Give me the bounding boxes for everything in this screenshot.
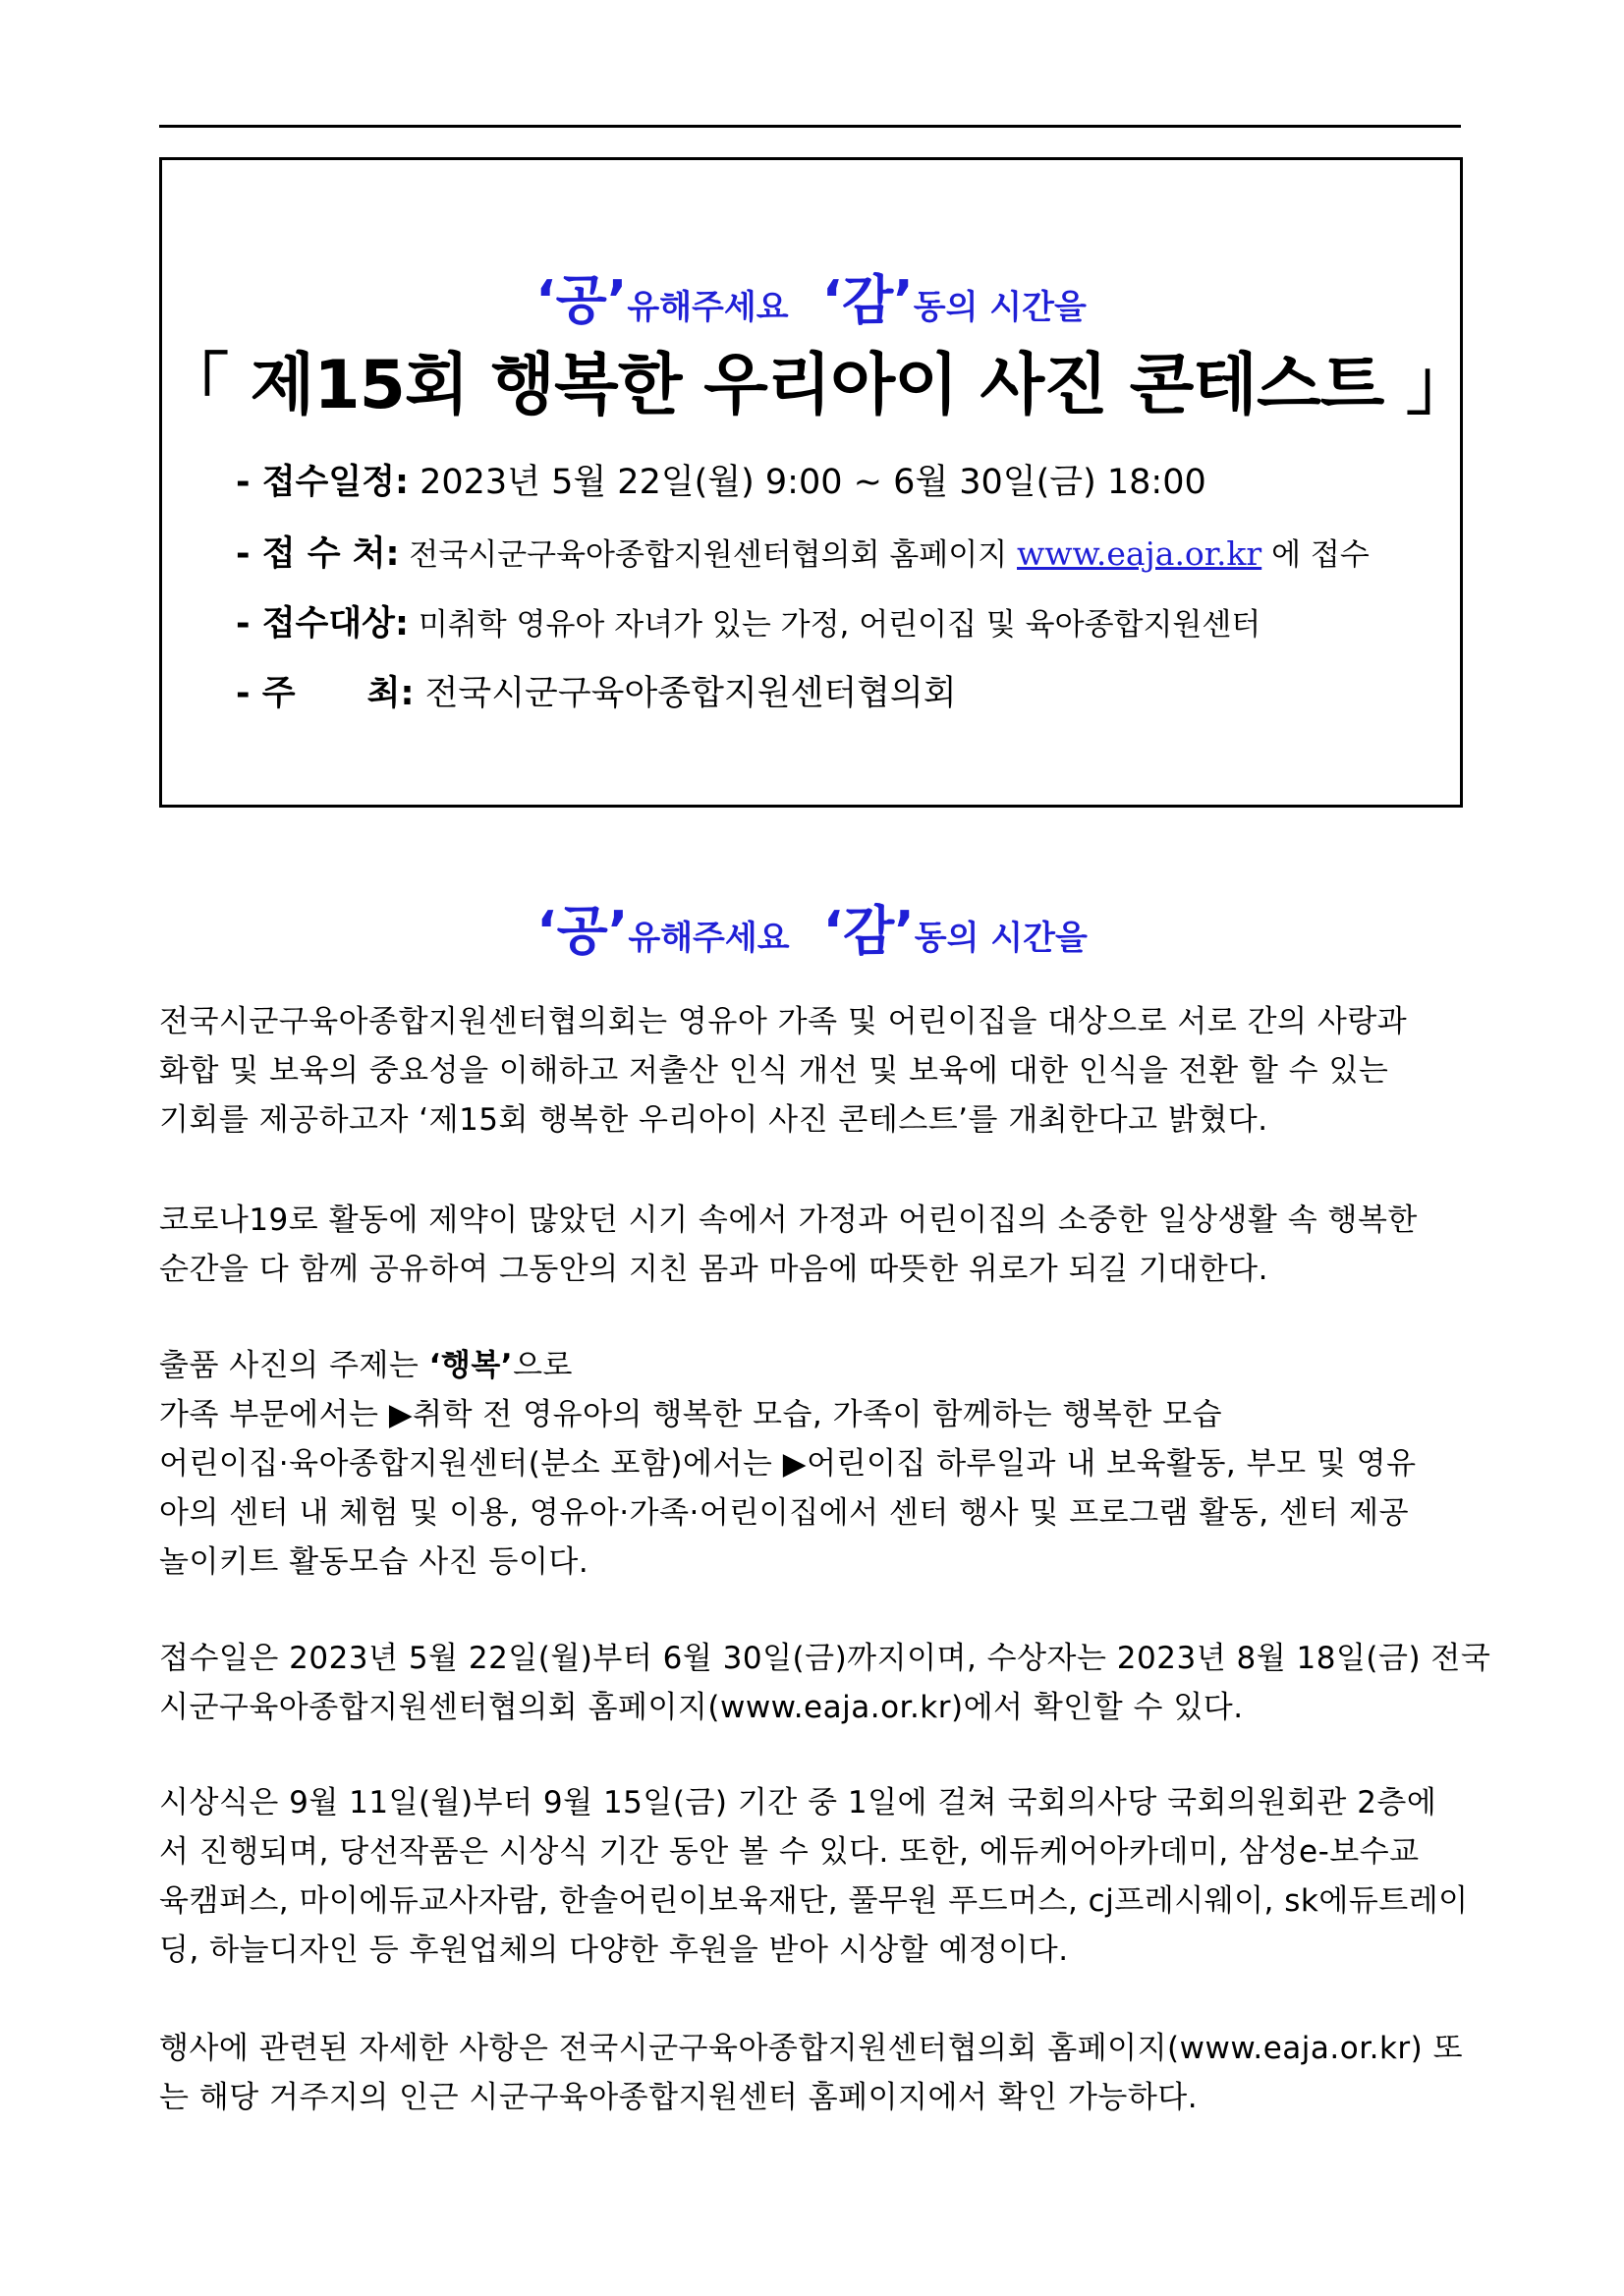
announcement-box: [159, 157, 1472, 808]
info-target: [236, 596, 1260, 645]
paragraph-line: 화합 및 보육의 중요성을 이해하고 저출산 인식 개선 및 보육에 대한 인식을 전환 할 수 있는: [159, 1053, 1389, 1089]
top-rule: [159, 125, 1461, 128]
paragraph-line: 아의 센터 내 체험 및 이용, 영유아·가족·어린이집에서 센터 행사 및 프로그램 활동, 센터 제공: [159, 1495, 1410, 1531]
info-target-label: - 접수대상:: [236, 604, 409, 644]
paragraph-line: 는 해당 거주지의 인근 시군구육아종합지원센터 홈페이지에서 확인 가능하다.: [159, 2080, 1199, 2115]
paragraph-details: [159, 2024, 1464, 2122]
slogan-gam: ‘감’: [821, 269, 914, 331]
slogan2-gong-rest: 유해주세요: [628, 919, 790, 958]
website-link[interactable]: www.eaja.or.kr: [1017, 534, 1262, 573]
paragraph-line: 기회를 제공하고자 ‘제15회 행복한 우리아이 사진 콘테스트’를 개최한다고 밝혔다.: [159, 1102, 1268, 1138]
paragraph-dates: [159, 1634, 1491, 1732]
paragraph-line: [159, 1341, 1461, 1390]
paragraph-theme: [159, 1341, 1461, 1587]
paragraph-line: 시상식은 9월 11일(월)부터 9월 15일(금) 기간 중 1일에 걸쳐 국회의사당 국회의원회관 2층에: [159, 1785, 1437, 1820]
slogan2-gam: ‘감’: [822, 900, 915, 962]
paragraph-line: 행사에 관련된 자세한 사항은 전국시군구육아종합지원센터협의회 홈페이지(www.eaja.or.kr) 또: [159, 2031, 1464, 2066]
paragraph-intro: [159, 997, 1461, 1145]
body-slogan: [0, 889, 1624, 965]
paragraph-line: 육캠퍼스, 마이에듀교사자람, 한솔어린이보육재단, 풀무원 푸드머스, cj프레시웨이, sk에듀트레이: [159, 1883, 1469, 1919]
info-schedule-value: 2023년 5월 22일(월) 9:00 ~ 6월 30일(금) 18:00: [420, 463, 1206, 502]
info-target-value: 미취학 영유아 자녀가 있는 가정, 어린이집 및 육아종합지원센터: [418, 607, 1261, 643]
paragraph-covid: [159, 1196, 1461, 1294]
paragraph-line: 서 진행되며, 당선작품은 시상식 기간 동안 볼 수 있다. 또한, 에듀케어아카데미, 삼성e-보수교: [159, 1834, 1420, 1870]
paragraph-line: 시군구육아종합지원센터협의회 홈페이지(www.eaja.or.kr)에서 확인할 수 있다.: [159, 1690, 1244, 1725]
info-place-suffix: 에 접수: [1271, 537, 1370, 573]
slogan-gam-rest: 동의 시간을: [913, 288, 1087, 327]
info-place-value: 전국시군구육아종합지원센터협의회 홈페이지: [409, 537, 1008, 573]
info-schedule-label: - 접수일정:: [236, 463, 409, 502]
paragraph-line: 가족 부문에서는 ▶취학 전 영유아의 행복한 모습, 가족이 함께하는 행복한 모습: [159, 1397, 1223, 1432]
paragraph-line: 순간을 다 함께 공유하여 그동안의 지친 몸과 마음에 따뜻한 위로가 되길 기대한다.: [159, 1252, 1268, 1287]
theme-bold: ‘행복’: [428, 1348, 514, 1383]
theme-pre: 출품 사진의 주제는: [159, 1348, 420, 1383]
paragraph-line: 접수일은 2023년 5월 22일(월)부터 6월 30일(금)까지이며, 수상자는 2023년 8월 18일(금) 전국: [159, 1641, 1491, 1676]
slogan2-gam-rest: 동의 시간을: [914, 919, 1088, 958]
paragraph-line: 전국시군구육아종합지원센터협의회는 영유아 가족 및 어린이집을 대상으로 서로 간의 사랑과: [159, 1004, 1408, 1039]
contest-title: 「 제15회 행복한 우리아이 사진 콘테스트 」: [162, 347, 1472, 424]
info-place: [236, 527, 1370, 576]
info-host: [236, 666, 957, 715]
info-place-label: - 접 수 처:: [236, 534, 400, 574]
slogan-gong-rest: 유해주세요: [627, 288, 789, 327]
paragraph-line: 코로나19로 활동에 제약이 많았던 시기 속에서 가정과 어린이집의 소중한 일상생활 속 행복한: [159, 1203, 1418, 1238]
info-host-label: - 주 최:: [236, 674, 415, 713]
paragraph-line: 딩, 하늘디자인 등 후원업체의 다양한 후원을 받아 시상할 예정이다.: [159, 1932, 1069, 1968]
theme-post: 으로: [513, 1348, 573, 1383]
paragraph-line: 놀이키트 활동모습 사진 등이다.: [159, 1544, 589, 1580]
slogan2-gong: ‘공’: [536, 900, 629, 962]
info-host-value: 전국시군구육아종합지원센터협의회: [424, 674, 957, 713]
info-schedule: [236, 455, 1206, 504]
paragraph-ceremony: [159, 1778, 1469, 1975]
box-slogan: [162, 258, 1460, 334]
paragraph-line: 어린이집·육아종합지원센터(분소 포함)에서는 ▶어린이집 하루일과 내 보육활동, 부모 및 영유: [159, 1446, 1417, 1482]
slogan-gong: ‘공’: [535, 269, 628, 331]
